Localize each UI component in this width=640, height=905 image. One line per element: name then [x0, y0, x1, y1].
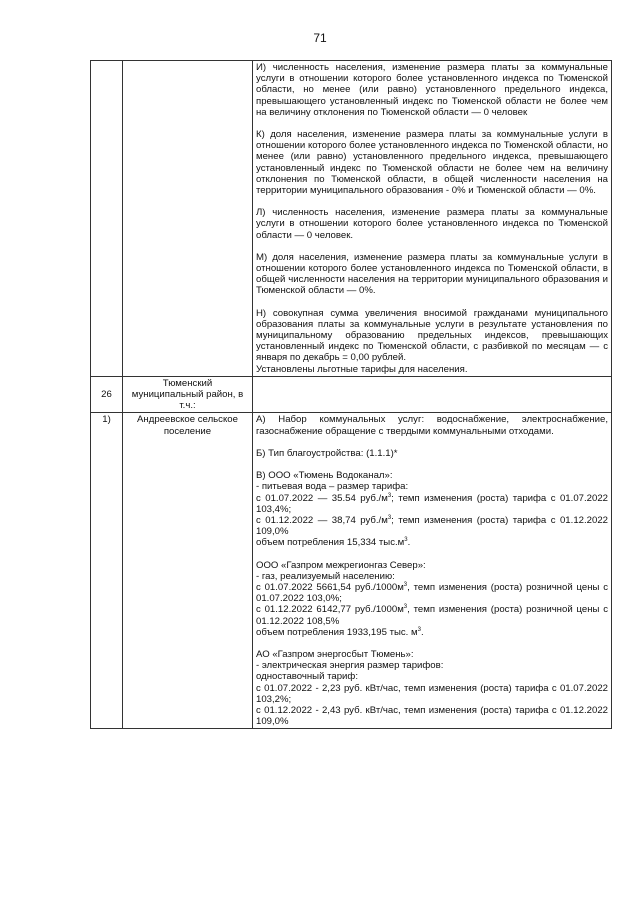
gas-service: - газ, реализуемый населению: — [256, 570, 395, 582]
cell-services — [253, 413, 612, 729]
benefit-tariffs-note: Установлены льготные тарифы для населения. — [256, 363, 468, 375]
power-tariff-kind: одноставочный тариф: — [256, 671, 358, 683]
paragraph-m: М) доля населения, изменение размера платы за коммунальные услуги в отношении которого более установленного индекса по Тюменской области, в общей численности населения на территории муниципального образования и Тюменской области — 0%. — [256, 251, 608, 297]
row-number: 1) — [91, 413, 123, 729]
cell-number — [91, 61, 123, 377]
row-number: 26 — [91, 376, 123, 413]
power-tariff-2: с 01.12.2022 - 2,43 руб. кВт/час, темп изменения (роста) тарифа с 01.12.2022 109,0% — [256, 704, 608, 728]
tariff-table — [90, 60, 612, 729]
gas-tariff-2: с 01.12.2022 6142,77 $руб./1000м^3$, темп изменения (роста) розничной цены с 01.12.2022 108,5% — [256, 604, 608, 627]
water-tariff-2: с 01.12.2022 — 38,74 $руб./м^3$; темп изменения (роста) тарифа с 01.12.2022 109,0% — [256, 514, 608, 538]
improvement-type: Б) Тип благоустройства: (1.1.1)* — [256, 447, 398, 459]
cell-empty — [253, 376, 612, 413]
gas-tariff-1: с 01.07.2022 5661,54 $руб./1000м^3$, темп изменения (роста) розничной цены с 01.07.2022 103,0%; — [256, 581, 608, 605]
paragraph-n: Н) совокупная сумма увеличения вносимой гражданами муниципального образования платы за коммунальные услуги в результате установления по муниципальному образованию предельных индексов, превышающих установленный индекс по Тюменской области, с разбивкой по месяцам — с января по декабрь = 0,00 рублей. — [256, 307, 608, 364]
water-volume: объем потребления 15,334 $тыс.м^3$. — [256, 537, 411, 549]
paragraph-i: И) численность населения, изменение размера платы за коммунальные услуги в отношении которого более установленного индекса по Тюменской области, но менее (или равно) установленного предельного индекса, превышающего установленный индекс по Тюменской области не более чем на величину отклонения по Тюменской области — 0 человек — [256, 62, 608, 118]
municipality-name: Тюменский муниципальный район, в т.ч.: — [123, 376, 253, 413]
cell-indicators — [253, 61, 612, 377]
cell-municipality — [123, 61, 253, 377]
services-set: А) Набор коммунальных услуг: водоснабжение, электроснабжение, газоснабжение обращение с твердыми коммунальными отходами. — [256, 414, 608, 437]
gas-volume: объем потребления 1933,195 тыс. $м^3$. — [256, 626, 424, 638]
power-service: - электрическая энергия размер тарифов: — [256, 660, 444, 672]
settlement-name: Андреевское сельское поселение — [123, 413, 253, 729]
water-org: В) ООО «Тюмень Водоканал»: — [256, 470, 393, 482]
water-block — [256, 470, 608, 548]
power-block — [256, 649, 608, 727]
paragraph-k: К) доля населения, изменение размера платы за коммунальные услуги в отношении которого более установленного индекса по Тюменской области, но менее (или равно) установленного предельного индекса, превышающего установленный индекс по Тюменской области не более чем на величину отклонения по Тюменской области, в общей численности населения на территории муниципального образования - 0% и Тюменской области — 0%. — [256, 129, 608, 197]
power-org: АО «Газпром энергосбыт Тюмень»: — [256, 648, 414, 660]
power-tariff-1: с 01.07.2022 - 2,23 руб. кВт/час, темп изменения (роста) тарифа с 01.07.2022 103,2%; — [256, 682, 608, 705]
gas-org: ООО «Газпром межрегионгаз Север»: — [256, 559, 426, 571]
paragraph-l: Л) численность населения, изменение размера платы за коммунальные услуги в отношении которого более установленного индекса по Тюменской области — 0 человек. — [256, 207, 608, 241]
gas-block — [256, 560, 608, 638]
page-number: 71 — [313, 31, 327, 45]
water-tariff-1: с 01.07.2022 — 35.54 $руб./м^3$; темп изменения (роста) тарифа с 01.07.2022 103,4%; — [256, 492, 608, 515]
water-service: - питьевая вода – размер тарифа: — [256, 481, 409, 493]
table-row-continuation — [91, 61, 612, 377]
table-row-1 — [91, 413, 612, 729]
table-row-26 — [91, 376, 612, 413]
